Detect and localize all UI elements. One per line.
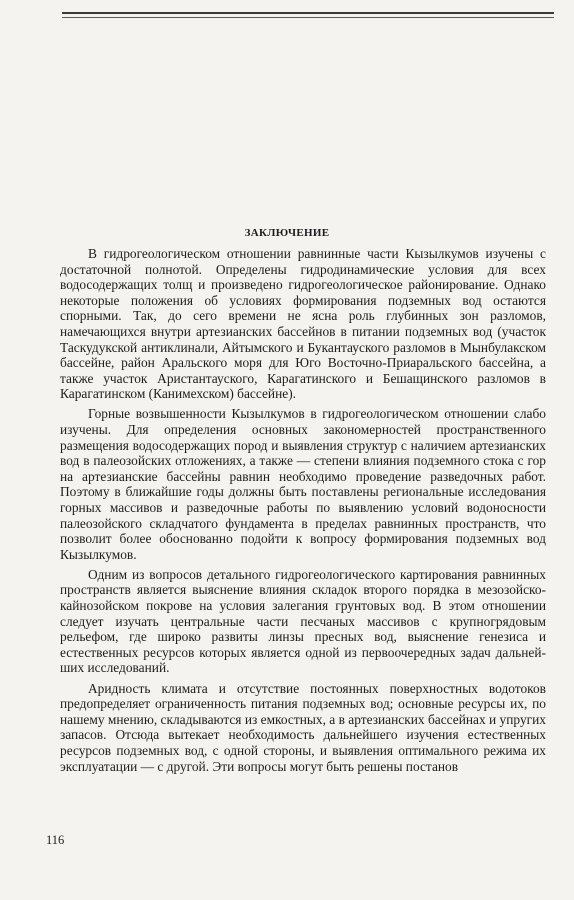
- body-text: [60, 246, 546, 774]
- header-rule-thick: [62, 12, 554, 14]
- paragraph-1: В гидрогеологическом отношении равнинные части Кызылкумов изучены с достаточной полнотой. Определены гидродинамические условия для всех водосодержащих толщ и произведено гидрогеологическое районирование. Однако некоторые положения об условиях формирования подземных вод остаются спорными. Так, до сего времени не ясна роль глубинных зон разломов, намечающихся внутри артезианских бассейнов в питании подземных вод (участок Таскудукской антиклинали, Айтымского и Букантауского разломов в Мынбулакском бассейне, район Аральского моря для Юго Восточно-Приаральского бассейна, а также участок Аристантауского, Карагатинского и Бешащинского разломов в Карагатинском (Канимехском) бассейне).: [60, 246, 546, 402]
- page-number: 116: [46, 833, 65, 847]
- paragraph-4: Аридность климата и отсутствие постоянных поверхностных водотоков предопределяет ограниченность питания подземных вод; основные ресурсы их, по нашему мнению, складываются из емкостных, а в артезианских бассейнах и упругих запасов. Отсюда вытекает необходимость дальнейшего изучения естественных ресурсов подземных вод, с одной стороны, и выявления оптимального режима их эксплуатации — с другой. Эти вопросы могут быть решены постанов: [60, 680, 546, 774]
- paragraph-3: Одним из вопросов детального гидрогеологического картирования равнинных пространств является выяснение влияния складок второго порядка в мезозойско-кайнозойском покрове на условия залегания грунтовых вод. В этом отношении следует изучать центральные части песчаных массивов с крупногрядовым рельефом, где широко развиты линзы пресных вод, выяснение генезиса и естественных ресурсов которых является одной из первоочередных задач дальнейших исследований.: [60, 566, 546, 676]
- header-rule-thin: [62, 17, 554, 18]
- paragraph-2: Горные возвышенности Кызылкумов в гидрогеологическом отношении слабо изучены. Для определения основных закономерностей пространственного размещения водосодержащих пород и выявления структур с наличием артезианских вод в палеозойских отложениях, а также — степени влияния подземного стока с гор на артезианские бассейны равнин необходимо проведение разведочных работ. Поэтому в ближайшие годы должны быть поставлены региональные исследования горных массивов и разведочные работы по выявлению условий водоносности палеозойского складчатого фундамента в пределах равнинных пространств, что позволит более обоснованно подойти к вопросу формирования подземных вод Кызылкумов.: [60, 406, 546, 562]
- section-title: ЗАКЛЮЧЕНИЕ: [244, 227, 330, 239]
